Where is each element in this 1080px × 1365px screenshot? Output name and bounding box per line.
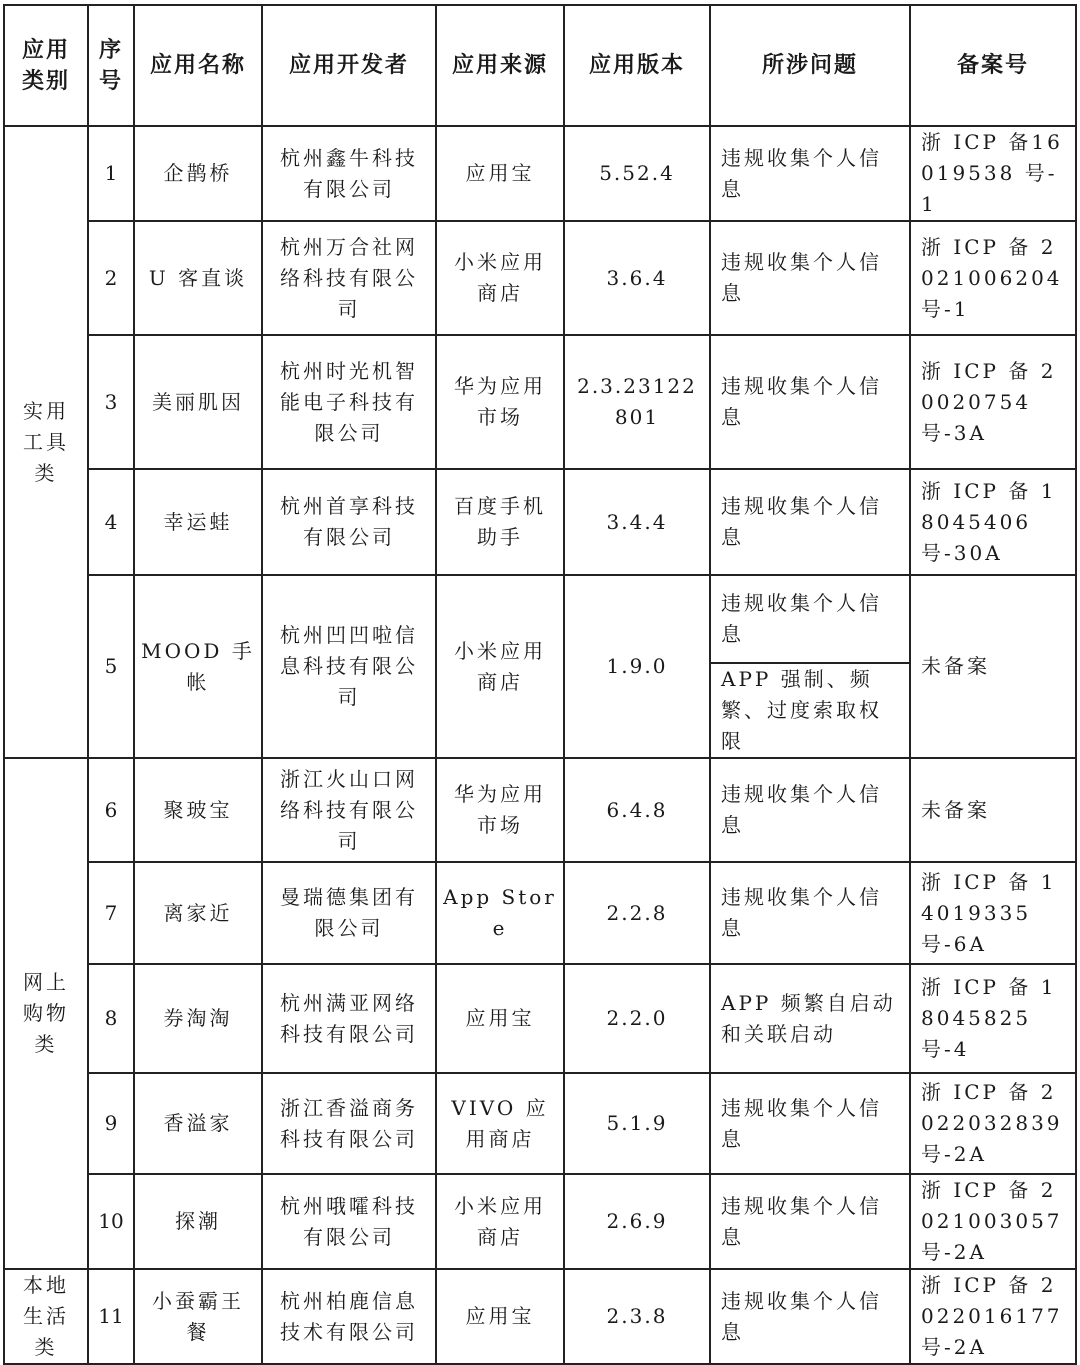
header-record: 备案号 [910, 5, 1076, 126]
row-developer: 杭州柏鹿信息技术有限公司 [262, 1269, 436, 1364]
app-violation-table [3, 4, 1077, 1365]
app-violation-table-sheet [3, 4, 1075, 1359]
row-source: 应用宝 [436, 964, 564, 1073]
table-row [4, 335, 1076, 469]
row-developer: 杭州万合社网络科技有限公司 [262, 221, 436, 335]
table-row [4, 1174, 1076, 1269]
header-source: 应用来源 [436, 5, 564, 126]
row-seq: 10 [88, 1174, 134, 1269]
row-developer: 杭州哦嚯科技有限公司 [262, 1174, 436, 1269]
row-app-name: 离家近 [134, 862, 262, 964]
row-app-name: 幸运蛙 [134, 469, 262, 575]
row-app-name: 企鹊桥 [134, 126, 262, 221]
row-seq: 5 [88, 575, 134, 758]
row-record: 浙 ICP 备 2021003057 号-2A [910, 1174, 1076, 1269]
row-source: 华为应用市场 [436, 758, 564, 862]
row-version: 1.9.0 [564, 575, 710, 758]
row-seq: 1 [88, 126, 134, 221]
table-row [4, 758, 1076, 862]
table-row [4, 1269, 1076, 1364]
row-source: 百度手机助手 [436, 469, 564, 575]
row-version: 5.1.9 [564, 1073, 710, 1174]
table-row [4, 126, 1076, 221]
row-version: 2.3.23122801 [564, 335, 710, 469]
row-version: 2.6.9 [564, 1174, 710, 1269]
row-issue: 违规收集个人信息 [710, 1174, 910, 1269]
row-seq: 9 [88, 1073, 134, 1174]
row-seq: 3 [88, 335, 134, 469]
row-source: 华为应用市场 [436, 335, 564, 469]
row-developer: 曼瑞德集团有限公司 [262, 862, 436, 964]
header-row [4, 5, 1076, 126]
row-record: 浙 ICP 备 18045825 号-4 [910, 964, 1076, 1073]
row-version: 3.6.4 [564, 221, 710, 335]
row-app-name: MOOD 手帐 [134, 575, 262, 758]
table-row [4, 964, 1076, 1073]
table-row [4, 221, 1076, 335]
row-record: 未备案 [910, 758, 1076, 862]
row-issue-secondary: APP 强制、频繁、过度索取权限 [710, 663, 910, 758]
row-version: 2.2.0 [564, 964, 710, 1073]
row-developer: 杭州满亚网络科技有限公司 [262, 964, 436, 1073]
row-app-name: 小蚕霸王餐 [134, 1269, 262, 1364]
header-issue: 所涉问题 [710, 5, 910, 126]
row-issue: 违规收集个人信息 [710, 758, 910, 862]
row-source: 应用宝 [436, 1269, 564, 1364]
category-shopping: 网上购物类 [4, 758, 88, 1269]
table-row [4, 469, 1076, 575]
row-version: 3.4.4 [564, 469, 710, 575]
row-app-name: 香溢家 [134, 1073, 262, 1174]
row-record: 浙 ICP 备 18045406 号-30A [910, 469, 1076, 575]
row-version: 2.2.8 [564, 862, 710, 964]
row-source: VIVO 应用商店 [436, 1073, 564, 1174]
row-issue: 违规收集个人信息 [710, 469, 910, 575]
row-version: 2.3.8 [564, 1269, 710, 1364]
row-record: 浙 ICP 备 2021006204 号-1 [910, 221, 1076, 335]
header-seq: 序号 [88, 5, 134, 126]
row-source: App Store [436, 862, 564, 964]
table-row [4, 862, 1076, 964]
row-source: 小米应用商店 [436, 221, 564, 335]
row-record: 浙 ICP 备 2022032839 号-2A [910, 1073, 1076, 1174]
row-issue: 违规收集个人信息 [710, 335, 910, 469]
row-record: 浙 ICP 备 2022016177 号-2A [910, 1269, 1076, 1364]
row-app-name: 券淘淘 [134, 964, 262, 1073]
row-seq: 7 [88, 862, 134, 964]
row-seq: 2 [88, 221, 134, 335]
row-source: 小米应用商店 [436, 1174, 564, 1269]
row-version: 5.52.4 [564, 126, 710, 221]
row-app-name: 美丽肌因 [134, 335, 262, 469]
row-app-name: 聚玻宝 [134, 758, 262, 862]
row-seq: 4 [88, 469, 134, 575]
row-app-name: U 客直谈 [134, 221, 262, 335]
category-tools: 实用工具类 [4, 126, 88, 758]
header-name: 应用名称 [134, 5, 262, 126]
row-developer: 浙江香溢商务科技有限公司 [262, 1073, 436, 1174]
header-version: 应用版本 [564, 5, 710, 126]
row-issue: 违规收集个人信息 [710, 575, 910, 663]
row-issue: 违规收集个人信息 [710, 1269, 910, 1364]
row-issue: 违规收集个人信息 [710, 126, 910, 221]
table-row [4, 1073, 1076, 1174]
row-record: 浙 ICP 备16019538 号-1 [910, 126, 1076, 221]
header-developer: 应用开发者 [262, 5, 436, 126]
category-local: 本地生活类 [4, 1269, 88, 1364]
row-seq: 8 [88, 964, 134, 1073]
row-developer: 杭州凹凹啦信息科技有限公司 [262, 575, 436, 758]
row-record: 未备案 [910, 575, 1076, 758]
row-issue: 违规收集个人信息 [710, 862, 910, 964]
row-developer: 杭州时光机智能电子科技有限公司 [262, 335, 436, 469]
header-category: 应用类别 [4, 5, 88, 126]
row-issue: APP 频繁自启动和关联启动 [710, 964, 910, 1073]
row-developer: 杭州首享科技有限公司 [262, 469, 436, 575]
row-source: 应用宝 [436, 126, 564, 221]
row-record: 浙 ICP 备 20020754 号-3A [910, 335, 1076, 469]
row-seq: 6 [88, 758, 134, 862]
row-developer: 杭州鑫牛科技有限公司 [262, 126, 436, 221]
row-app-name: 探潮 [134, 1174, 262, 1269]
row-developer: 浙江火山口网络科技有限公司 [262, 758, 436, 862]
row-issue: 违规收集个人信息 [710, 221, 910, 335]
row-source: 小米应用商店 [436, 575, 564, 758]
table-row [4, 575, 1076, 663]
row-seq: 11 [88, 1269, 134, 1364]
row-version: 6.4.8 [564, 758, 710, 862]
row-record: 浙 ICP 备 14019335 号-6A [910, 862, 1076, 964]
row-issue: 违规收集个人信息 [710, 1073, 910, 1174]
